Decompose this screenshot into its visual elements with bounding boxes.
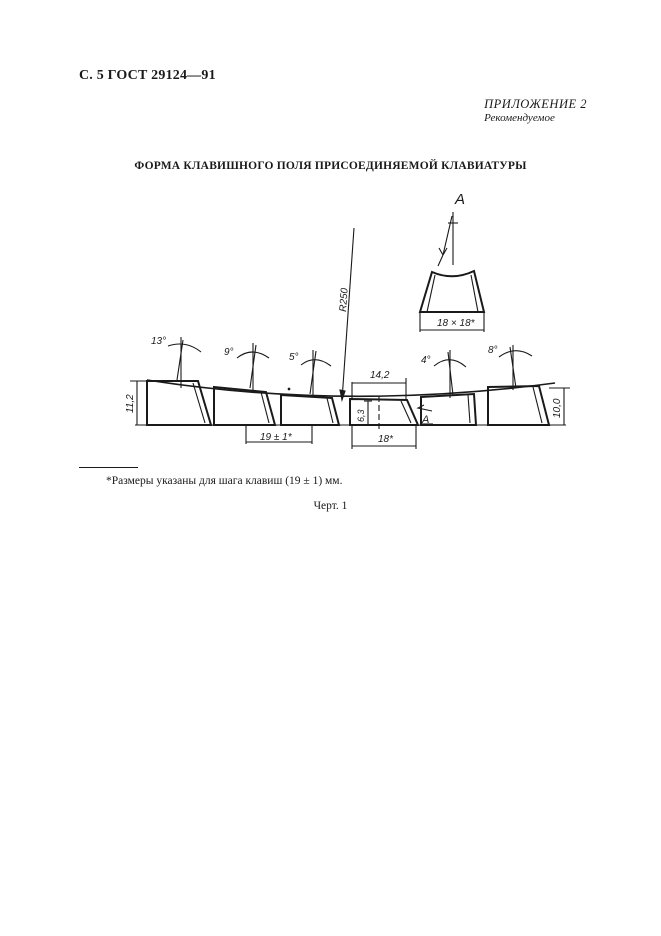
key-5-face bbox=[468, 395, 470, 423]
dim-pitch-label: 19 ± 1* bbox=[260, 432, 292, 443]
dim-center-height-label: 6,3 bbox=[356, 409, 366, 422]
angle-5-label: 8° bbox=[488, 345, 498, 356]
dim-height-right-label: 10,0 bbox=[552, 398, 563, 418]
dim-top-width-label: 14,2 bbox=[370, 370, 390, 381]
dim-pitch bbox=[246, 425, 312, 444]
section-label: A bbox=[422, 414, 430, 426]
keytop-curve bbox=[147, 380, 555, 396]
angle-indicator-4 bbox=[421, 350, 466, 398]
key-6 bbox=[488, 386, 549, 425]
angle-1-arc bbox=[168, 344, 201, 352]
angle-indicator-5 bbox=[488, 345, 532, 390]
stray-dot bbox=[288, 388, 290, 390]
dim-base-width bbox=[352, 425, 416, 449]
detail-leader bbox=[438, 255, 443, 266]
angle-1-label: 13° bbox=[151, 336, 167, 347]
angle-4-label: 4° bbox=[421, 355, 431, 366]
angle-1-incline bbox=[177, 340, 183, 380]
footnote: *Размеры указаны для шага клавиш (19 ± 1) мм. bbox=[106, 475, 343, 487]
detail-leader-arrow bbox=[439, 216, 452, 255]
appendix-label: ПРИЛОЖЕНИЕ 2 bbox=[484, 97, 587, 111]
key-2 bbox=[214, 387, 275, 425]
key-1-face bbox=[193, 383, 205, 423]
angle-2-label: 9° bbox=[224, 347, 234, 358]
dim-height-right bbox=[549, 388, 570, 425]
angle-3-arc bbox=[301, 360, 331, 366]
radius-line bbox=[342, 228, 354, 400]
detail-view-a bbox=[420, 191, 484, 332]
radius-arrow bbox=[340, 390, 345, 400]
radius-indicator bbox=[338, 228, 354, 400]
angle-3-label: 5° bbox=[289, 352, 299, 363]
dim-height-left-label: 11,2 bbox=[125, 394, 136, 413]
angle-indicator-3 bbox=[289, 350, 331, 396]
radius-label: R250 bbox=[338, 287, 351, 313]
dim-center-height bbox=[356, 396, 379, 432]
detail-size-label: 18 × 18* bbox=[437, 318, 475, 329]
page-header: С. 5 ГОСТ 29124—91 bbox=[79, 68, 216, 83]
document-title: ФОРМА КЛАВИШНОГО ПОЛЯ ПРИСОЕДИНЯЕМОЙ КЛАВИАТУРЫ bbox=[134, 160, 527, 172]
dim-base-width-label: 18* bbox=[378, 434, 394, 445]
angle-5-arc bbox=[499, 351, 532, 357]
footnote-rule bbox=[79, 467, 138, 468]
detail-view-label: A bbox=[455, 191, 466, 208]
dim-height-left bbox=[125, 381, 147, 425]
detail-key-left-face bbox=[427, 275, 435, 312]
figure-caption: Черт. 1 bbox=[313, 500, 348, 512]
angle-indicator-2 bbox=[224, 343, 269, 390]
appendix-status: Рекомендуемое bbox=[484, 112, 555, 124]
